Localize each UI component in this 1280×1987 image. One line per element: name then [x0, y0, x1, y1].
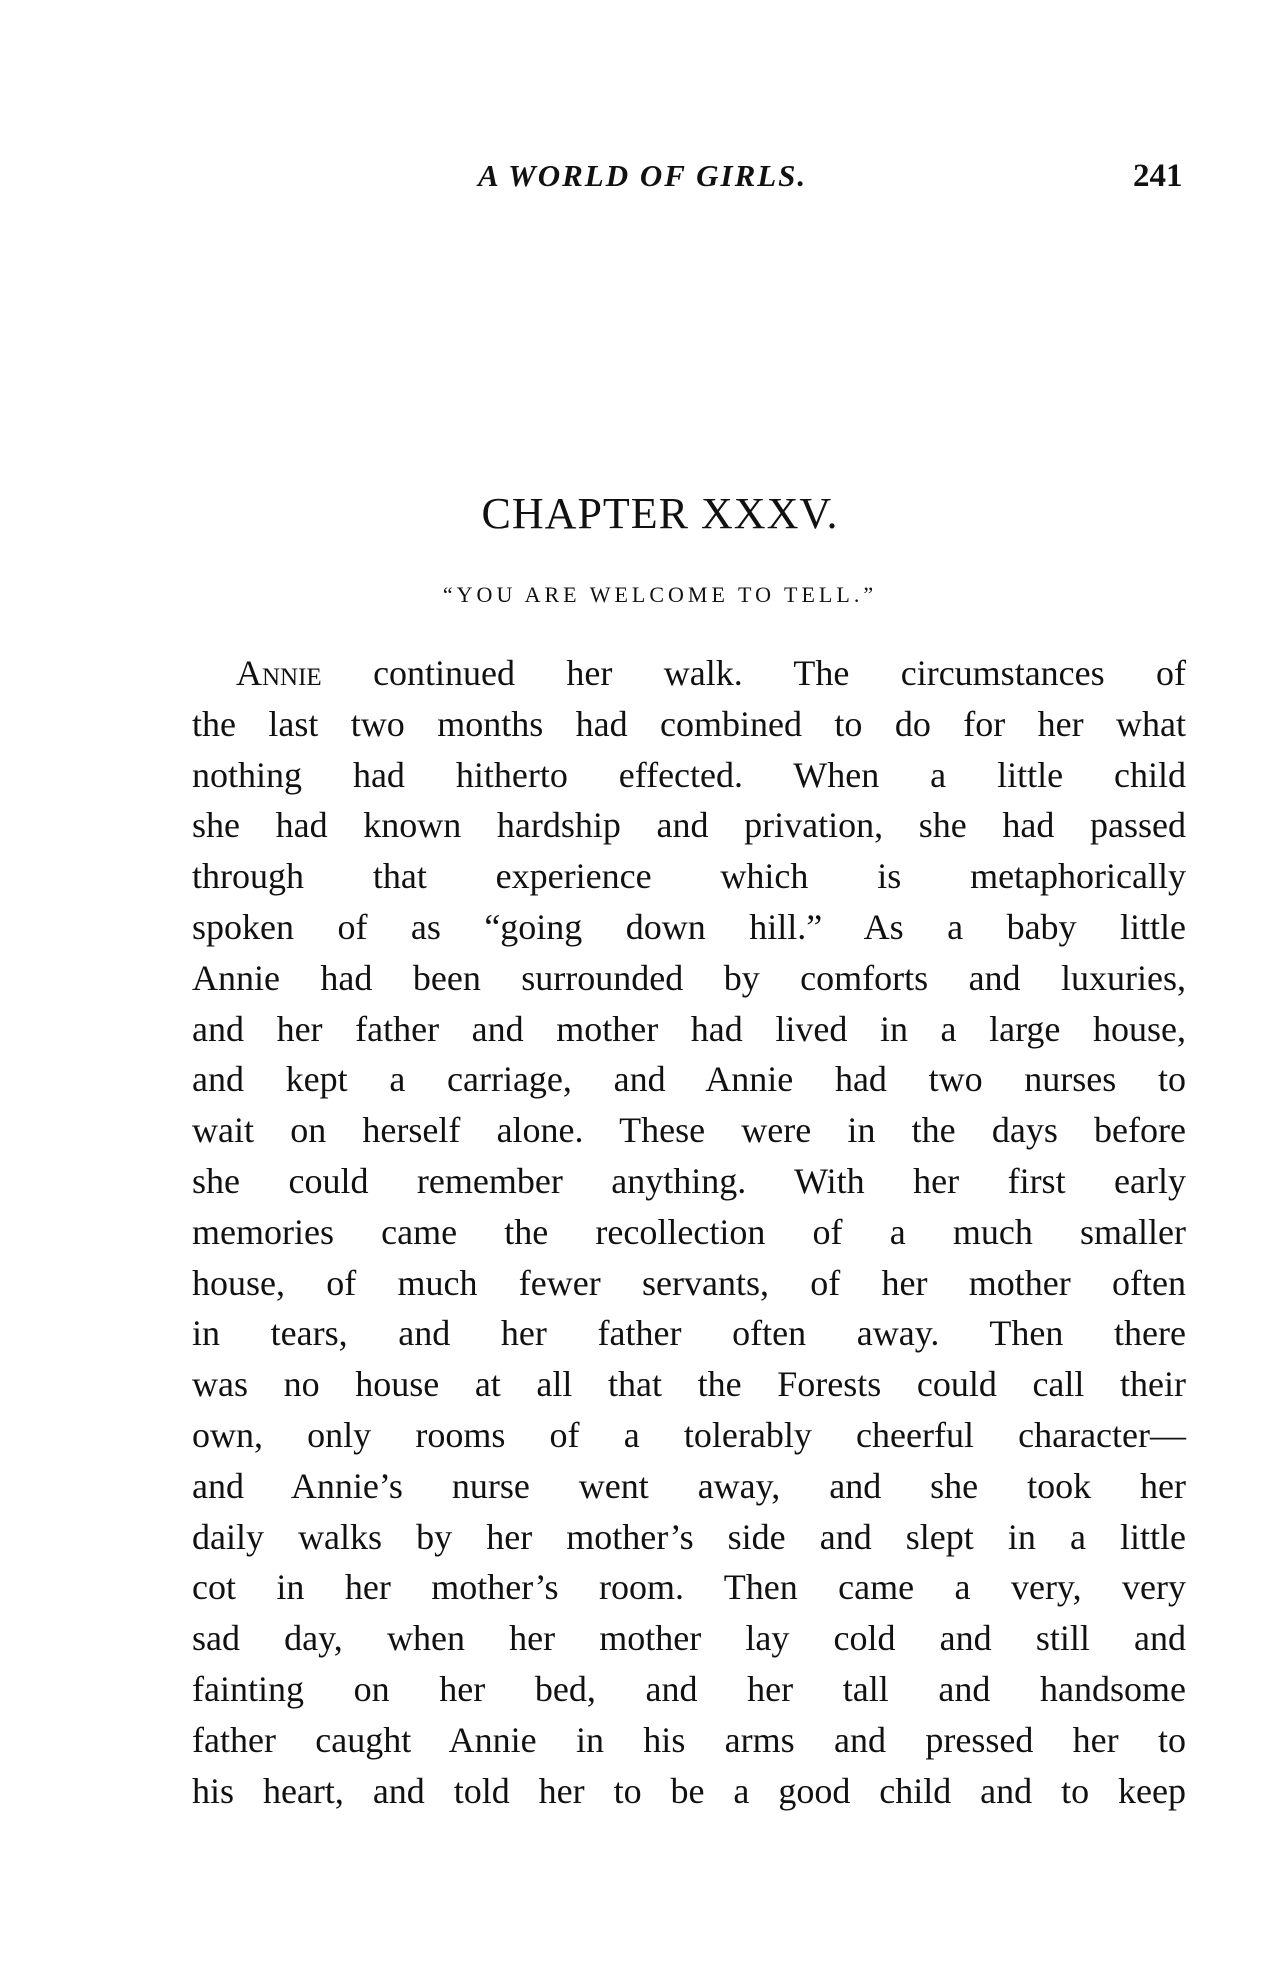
text-line: was no house at all that the Forests could call their [192, 1364, 1186, 1405]
text-line: and kept a carriage, and Annie had two nurses to [192, 1059, 1186, 1100]
chapter-subtitle-text: “YOU ARE WELCOME TO TELL.” [442, 582, 878, 607]
text-line: in tears, and her father often away. Then there [192, 1313, 1186, 1354]
text-line: fainting on her bed, and her tall and handsome [192, 1668, 1186, 1709]
text-line: father caught Annie in his arms and pressed her to [192, 1719, 1186, 1760]
text-line: wait on herself alone. These were in the days before [192, 1110, 1186, 1151]
text-line: the last two months had combined to do for her what [192, 703, 1186, 744]
text-line: and Annie’s nurse went away, and she took her [192, 1465, 1186, 1506]
text-line: daily walks by her mother’s side and slept in a little [192, 1516, 1186, 1557]
text-line: spoken of as “going down hill.” As a baby little [192, 906, 1186, 947]
text-line: Annie had been surrounded by comforts and luxuries, [192, 957, 1186, 998]
text-line [192, 648, 1186, 699]
page-number: 241 [1133, 158, 1183, 194]
text-line: memories came the recollection of a much smaller [192, 1211, 1186, 1252]
body-text [192, 648, 1186, 1816]
text-line: cot in her mother’s room. Then came a very, very [192, 1567, 1186, 1608]
text-line: through that experience which is metaphorically [192, 856, 1186, 897]
text-line: nothing had hitherto effected. When a little child [192, 754, 1186, 795]
text-line: she had known hardship and privation, she had passed [192, 805, 1186, 846]
first-word: Annie [236, 653, 322, 693]
running-head-title: A WORLD OF GIRLS. [478, 158, 808, 193]
text-line: sad day, when her mother lay cold and still and [192, 1618, 1186, 1659]
running-head [0, 158, 1280, 202]
text-line: house, of much fewer servants, of her mother often [192, 1262, 1186, 1303]
line-text: continued her walk. The circumstances of [321, 653, 1186, 693]
text-line: own, only rooms of a tolerably cheerful character— [192, 1414, 1186, 1455]
text-line: she could remember anything. With her first early [192, 1160, 1186, 1201]
chapter-subtitle [0, 582, 1280, 608]
text-line: his heart, and told her to be a good child and to keep [192, 1770, 1186, 1811]
text-line: and her father and mother had lived in a large house, [192, 1008, 1186, 1049]
chapter-heading-text: CHAPTER XXXV. [481, 489, 839, 538]
chapter-heading [0, 488, 1280, 539]
